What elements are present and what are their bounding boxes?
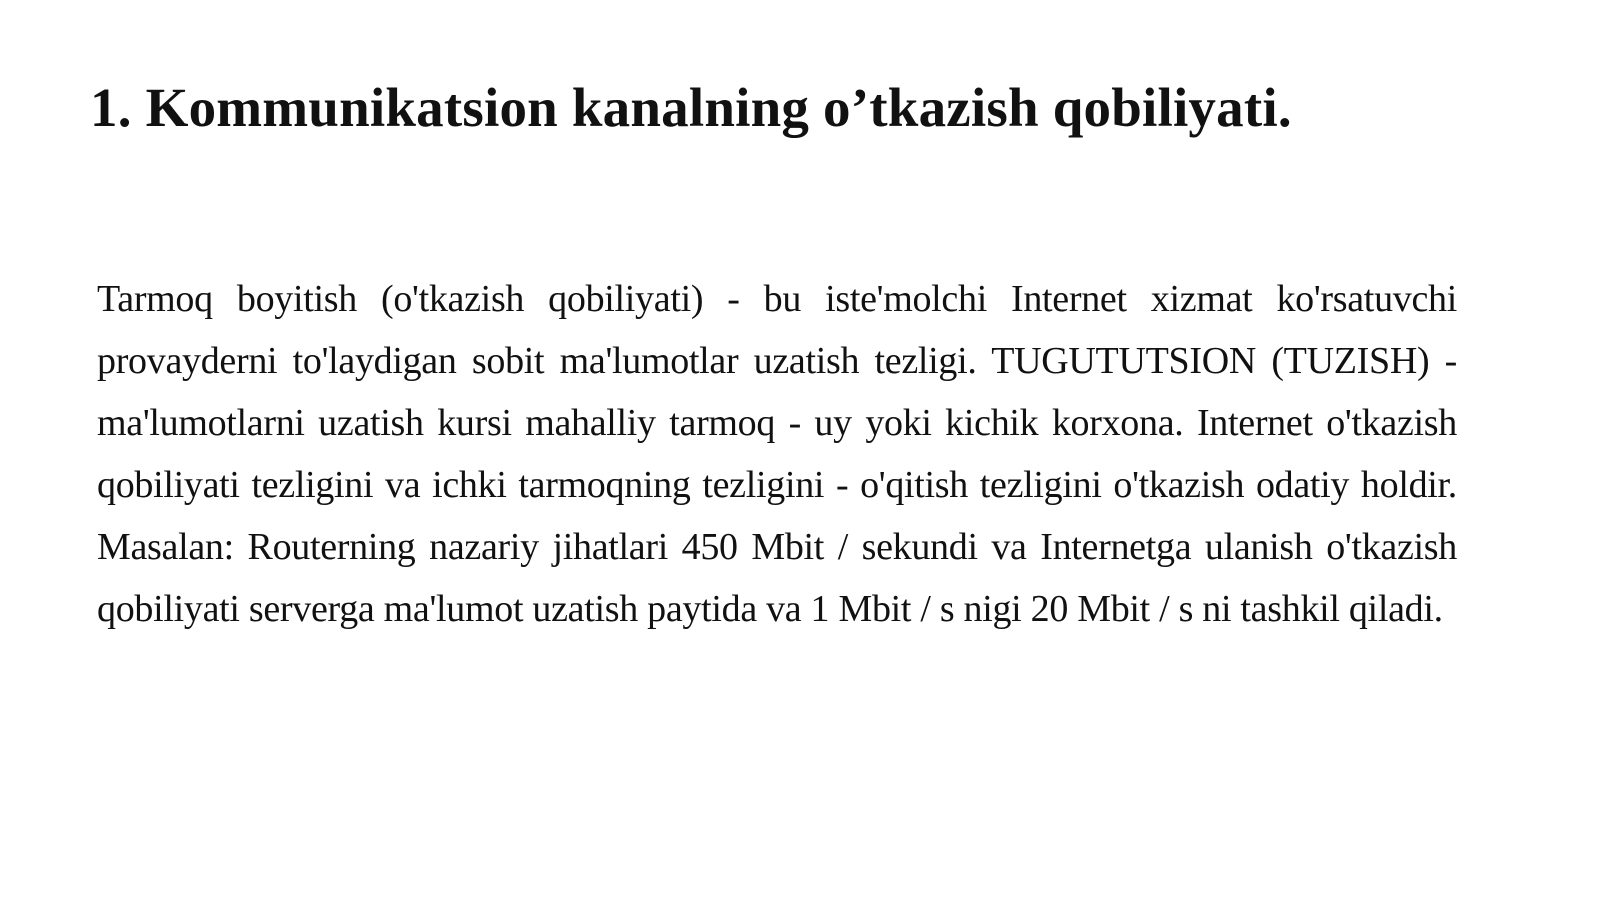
body-paragraph: Tarmoq boyitish (o'tkazish qobiliyati) - bu iste'molchi Internet xizmat ko'rsatuvchi provayderni to'laydigan sobit ma'lumotlar uzatish tezligi. TUGUTUTSION (TUZISH) - ma'lumotlarni uzatish kursi mahalliy tarmoq - uy yoki kichik korxona. Internet o'tkazish qobiliyati tezligini va ichki tarmoqning tezligini - o'qitish tezligini o'tkazish odatiy holdir. Masalan: Routerning nazariy jihatlari 450 Mbit / sekundi va Internetga ulanish o'tkazish qobiliyati serverga ma'lumot uzatish paytida va 1 Mbit / s nigi 20 Mbit / s ni tashkil qiladi. [97,278,1457,630]
page-title: 1. Kommunikatsion kanalning o’tkazish qobiliyati. [90,77,1292,138]
